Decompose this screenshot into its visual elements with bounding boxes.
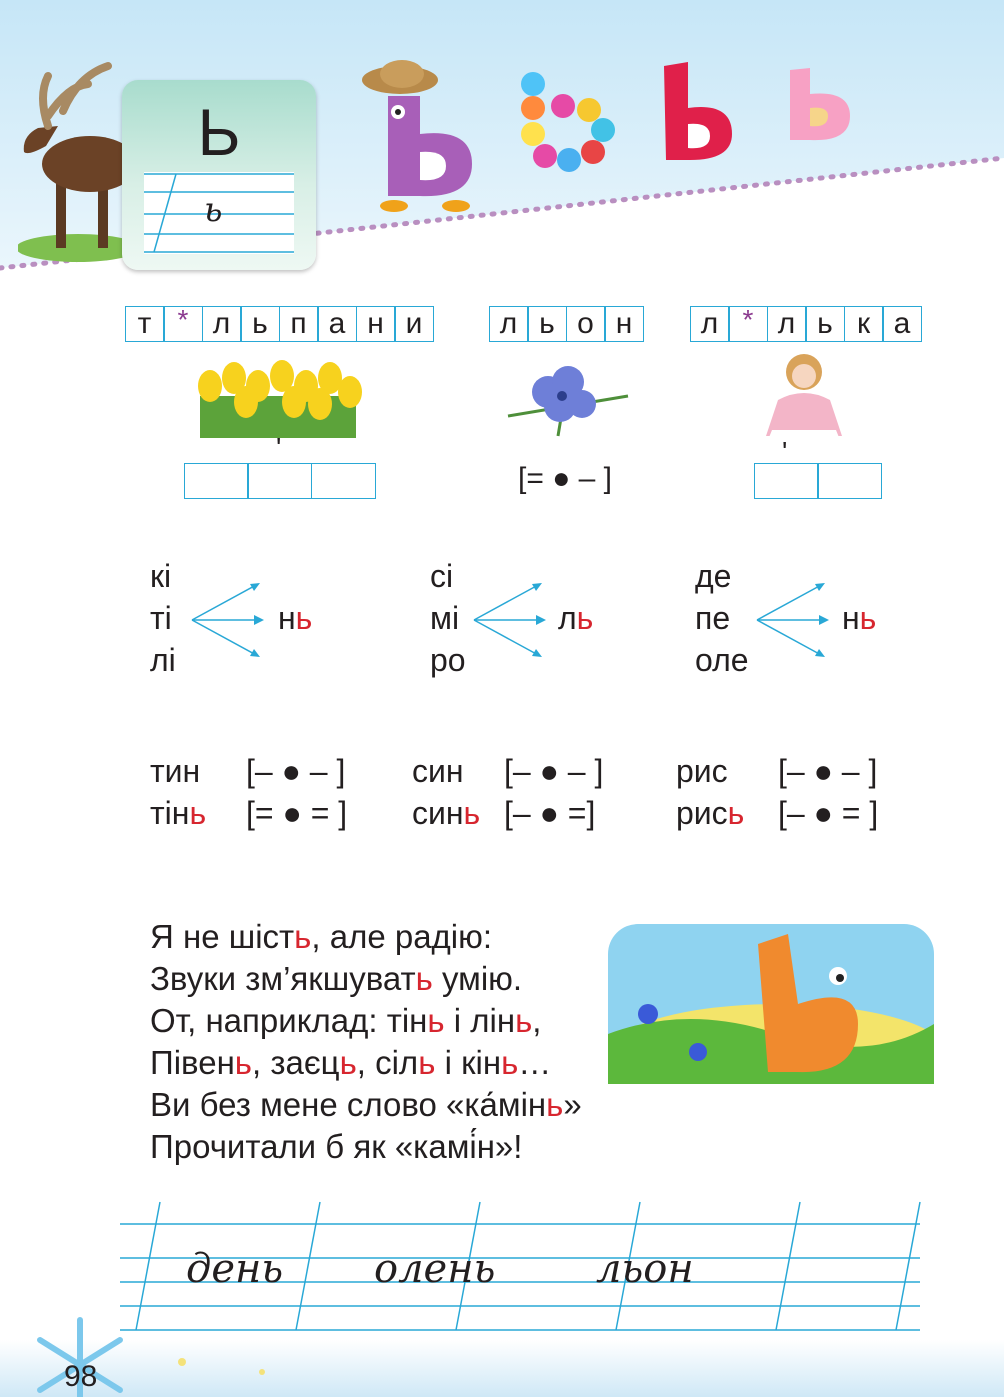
missing-letter-cell: * bbox=[728, 306, 768, 342]
ending-1: нь bbox=[278, 600, 313, 636]
pair-syn: син [– ● – ] синь [– ● =] bbox=[412, 753, 604, 831]
sound-scheme-boxes-2 bbox=[755, 463, 882, 499]
word-box-flax bbox=[490, 306, 644, 340]
letter-cell: к bbox=[844, 306, 884, 342]
script-letter: ь bbox=[204, 190, 223, 230]
arrows-icon bbox=[755, 580, 835, 660]
poem-line: От, наприклад: тінь і лінь, bbox=[150, 1002, 542, 1039]
letter-cell: л bbox=[489, 306, 529, 342]
missing-letter-cell: * bbox=[163, 306, 203, 342]
syllable: пе bbox=[695, 600, 731, 636]
syllable-group-1 bbox=[150, 555, 176, 681]
letter-cell: ь bbox=[527, 306, 567, 342]
soft-sign-character-icon bbox=[360, 56, 485, 216]
letter-cell: п bbox=[279, 306, 319, 342]
doll-picture bbox=[758, 350, 850, 446]
syllable: оле bbox=[695, 642, 749, 678]
poem-line: Звуки зм’якшувать умію. bbox=[150, 960, 523, 997]
ending-3: нь bbox=[842, 600, 877, 636]
letter-cell: а bbox=[882, 306, 922, 342]
meadow-soft-sign-picture bbox=[608, 924, 934, 1084]
poem bbox=[150, 916, 582, 1168]
syllable: лі bbox=[150, 642, 176, 678]
syllable: сі bbox=[430, 558, 454, 594]
letter-cell: т bbox=[125, 306, 165, 342]
letter-cell: л bbox=[690, 306, 730, 342]
balloon-letter-icon bbox=[658, 58, 738, 162]
letter-cell: о bbox=[566, 306, 606, 342]
poem-line: Прочитали б як «камі́н»! bbox=[150, 1128, 523, 1165]
letter-card bbox=[122, 80, 316, 270]
word-box-doll bbox=[691, 306, 922, 340]
letter-cell: ь bbox=[805, 306, 845, 342]
handwritten-word: олень bbox=[374, 1246, 496, 1292]
tulips-picture bbox=[190, 356, 366, 438]
letter-cell: ь bbox=[240, 306, 280, 342]
footer-snowflake-decoration bbox=[0, 1300, 1004, 1397]
pair-rys: рис [– ● – ] рись [– ● = ] bbox=[676, 753, 879, 831]
arrows-icon bbox=[190, 580, 270, 660]
flax-flower-picture bbox=[498, 356, 638, 446]
scheme-cell bbox=[247, 463, 312, 499]
handwritten-word: день bbox=[186, 1246, 284, 1292]
syllable: кі bbox=[150, 558, 172, 594]
stress-mark: ʹ bbox=[782, 436, 788, 467]
letter-cell: н bbox=[604, 306, 644, 342]
arrows-icon bbox=[472, 580, 552, 660]
scheme-lyon: [= ● – ] bbox=[518, 462, 612, 495]
handwritten-word: льон bbox=[596, 1246, 694, 1292]
syllable: ті bbox=[150, 600, 172, 636]
poem-line: Я не шість, але радію: bbox=[150, 918, 493, 955]
syllable: де bbox=[695, 558, 732, 594]
syllable-group-2 bbox=[430, 555, 466, 681]
syllable: мі bbox=[430, 600, 460, 636]
writing-lines bbox=[144, 172, 294, 254]
scheme-cell bbox=[817, 463, 882, 499]
poem-line: Ви без мене слово «ка́мінь» bbox=[150, 1086, 582, 1123]
donut-letter-icon bbox=[784, 64, 856, 144]
letter-cell: н bbox=[356, 306, 396, 342]
syllable: ро bbox=[430, 642, 466, 678]
ending-2: ль bbox=[558, 600, 594, 636]
main-letter: Ь bbox=[197, 95, 241, 169]
poem-line: Півень, заєць, сіль і кінь… bbox=[150, 1044, 552, 1081]
stress-mark: ʹ bbox=[276, 432, 282, 463]
scheme-cell bbox=[311, 463, 376, 499]
letter-cell: л bbox=[767, 306, 807, 342]
page-number: 98 bbox=[64, 1360, 98, 1393]
letter-cell: л bbox=[202, 306, 242, 342]
syllable-group-3 bbox=[695, 555, 749, 681]
beads-letter-icon bbox=[505, 56, 620, 176]
pair-tyn: тин [– ● – ] тінь [= ● = ] bbox=[150, 753, 348, 831]
letter-cell: и bbox=[394, 306, 434, 342]
scheme-cell bbox=[184, 463, 249, 499]
sound-scheme-boxes-3 bbox=[185, 463, 376, 499]
word-box-tulips bbox=[126, 306, 434, 340]
letter-cell: а bbox=[317, 306, 357, 342]
scheme-cell bbox=[754, 463, 819, 499]
